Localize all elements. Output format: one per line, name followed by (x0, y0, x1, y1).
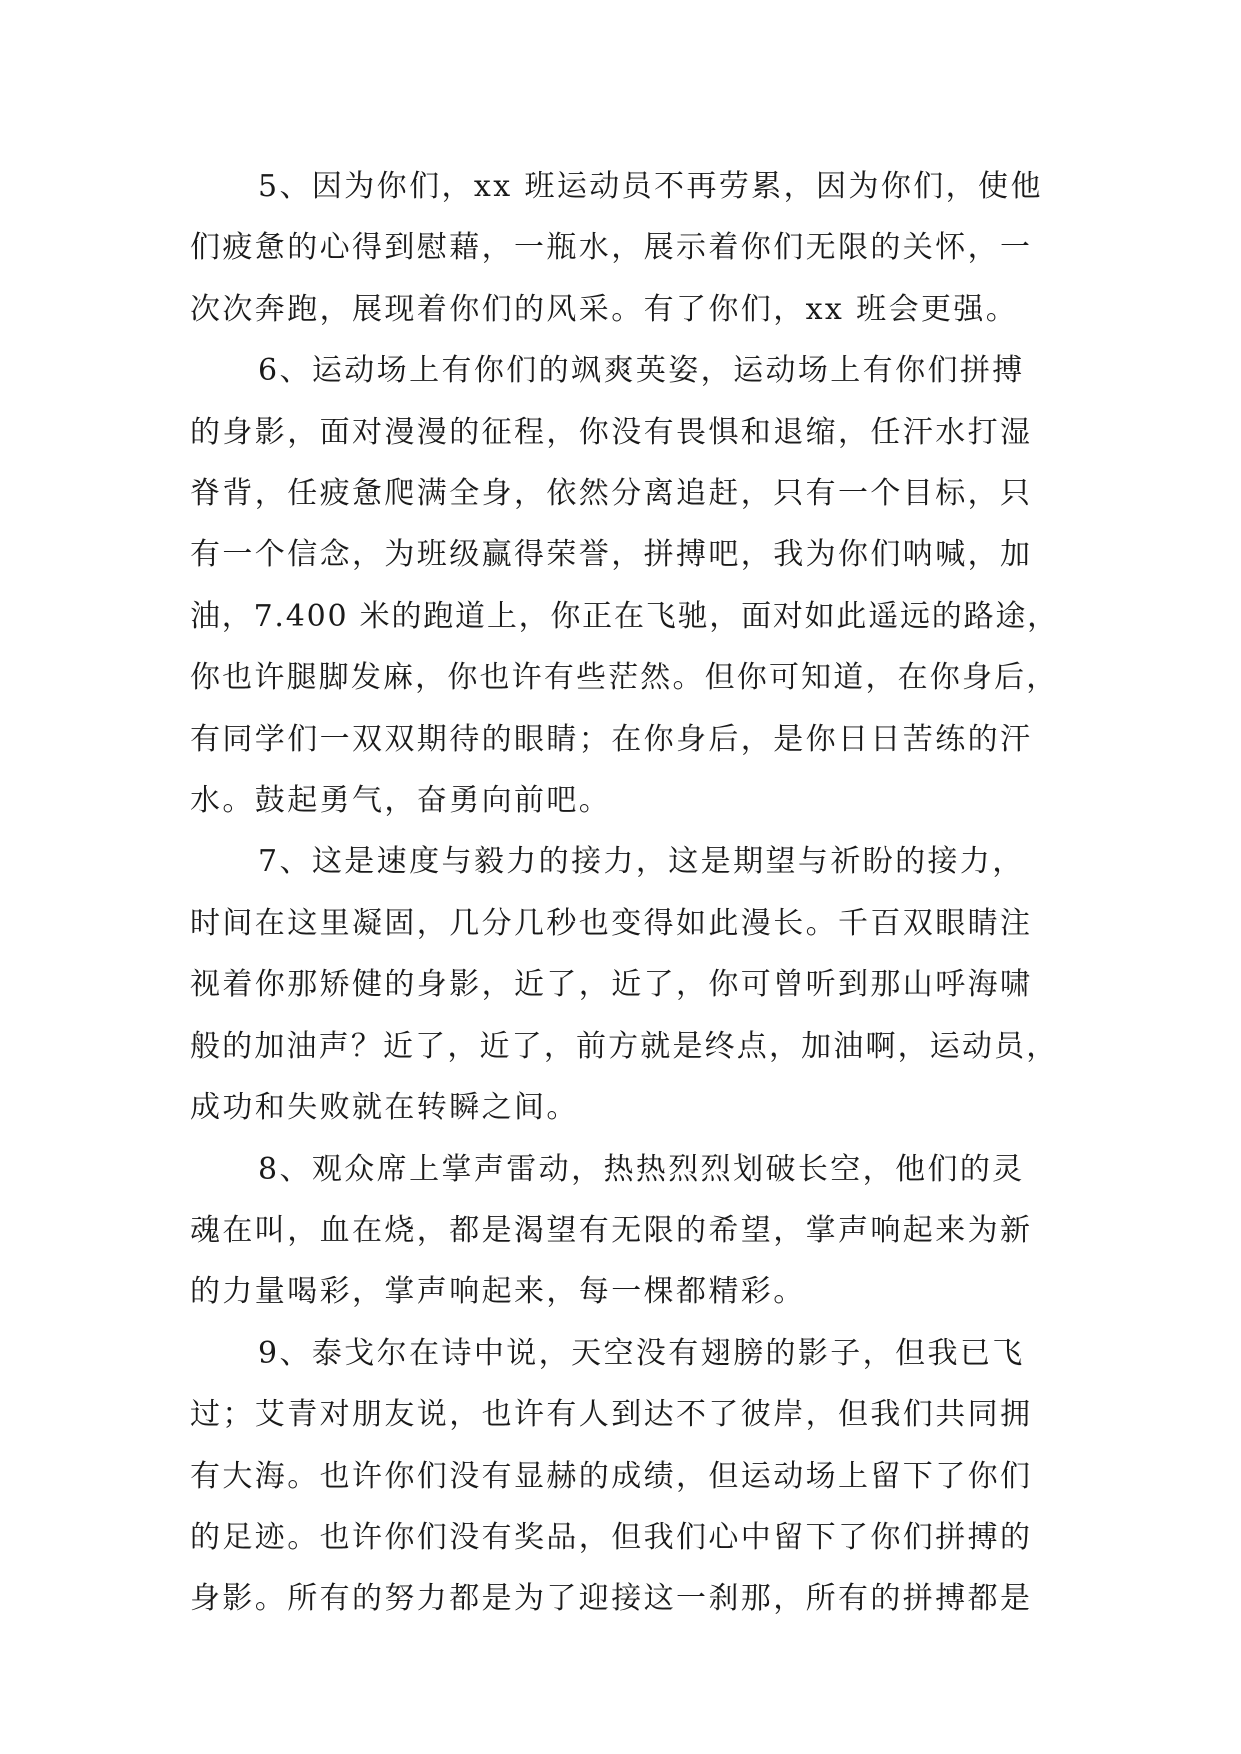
text-line: 脊背，任疲惫爬满全身，依然分离追赶，只有一个目标，只 (190, 476, 1033, 512)
text-line: 的身影，面对漫漫的征程，你没有畏惧和退缩，任汗水打湿 (190, 414, 1033, 450)
text-line: 5、因为你们，xx 班运动员不再劳累，因为你们，使他 (258, 169, 1043, 204)
text-line: 般的加油声？近了，近了，前方就是终点，加油啊，运动员， (190, 1028, 1059, 1064)
paragraph-7 (190, 831, 1060, 1138)
paragraph-5 (190, 156, 1060, 340)
paragraph-9 (190, 1323, 1060, 1630)
text-line: 有大海。也许你们没有显赫的成绩，但运动场上留下了你们 (190, 1458, 1033, 1494)
text-line: 的足迹。也许你们没有奖品，但我们心中留下了你们拼搏的 (190, 1519, 1033, 1555)
text-line: 有同学们一双双期待的眼睛；在你身后，是你日日苦练的汗 (190, 721, 1033, 757)
text-line: 过；艾青对朋友说，也许有人到达不了彼岸，但我们共同拥 (190, 1397, 1033, 1433)
text-line: 6、运动场上有你们的飒爽英姿，运动场上有你们拼搏 (258, 353, 1025, 389)
text-line: 有一个信念，为班级赢得荣誉，拼搏吧，我为你们呐喊，加 (190, 537, 1033, 573)
paragraph-8 (190, 1139, 1060, 1323)
text-line: 的力量喝彩，掌声响起来，每一棵都精彩。 (190, 1274, 806, 1310)
text-line: 水。鼓起勇气，奋勇向前吧。 (190, 783, 612, 819)
text-line: 你也许腿脚发麻，你也许有些茫然。但你可知道，在你身后， (190, 660, 1059, 696)
text-line: 魂在叫，血在烧，都是渴望有无限的希望，掌声响起来为新 (190, 1212, 1033, 1248)
text-line: 次次奔跑，展现着你们的风采。有了你们，xx 班会更强。 (190, 291, 1019, 327)
text-line: 时间在这里凝固，几分几秒也变得如此漫长。千百双眼睛注 (190, 905, 1033, 941)
text-line: 成功和失败就在转瞬之间。 (190, 1090, 579, 1126)
text-line: 视着你那矫健的身影，近了，近了，你可曾听到那山呼海啸 (190, 967, 1033, 1003)
text-line: 8、观众席上掌声雷动，热热烈烈划破长空，他们的灵 (258, 1151, 1025, 1187)
text-line: 油，7.400 米的跑道上，你正在飞驰，面对如此遥远的路途， (190, 598, 1059, 634)
paragraph-6 (190, 340, 1060, 831)
text-line: 们疲惫的心得到慰藉，一瓶水，展示着你们无限的关怀，一 (190, 230, 1033, 266)
document-body (190, 156, 1060, 1630)
text-line: 9、泰戈尔在诗中说，天空没有翅膀的影子，但我已飞 (258, 1335, 1025, 1371)
text-line: 身影。所有的努力都是为了迎接这一刹那，所有的拼搏都是 (190, 1581, 1033, 1617)
text-line: 7、这是速度与毅力的接力，这是期望与祈盼的接力， (258, 844, 1025, 880)
